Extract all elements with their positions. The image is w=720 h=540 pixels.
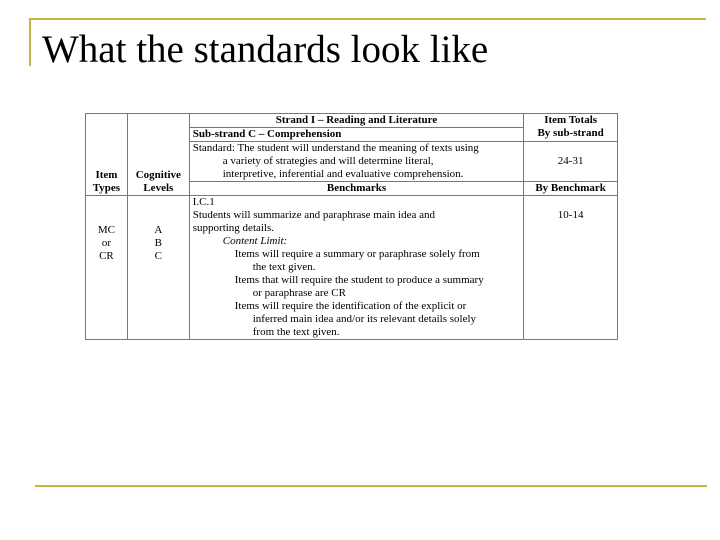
slide-frame-left-rule <box>29 18 31 66</box>
substrand-total: 24-31 <box>524 142 618 182</box>
slide-frame-top-rule <box>29 18 706 20</box>
substrand-header: Sub-strand C – Comprehension <box>189 128 524 142</box>
benchmarks-header: Benchmarks <box>189 182 524 196</box>
benchmark-code: I.C.1 <box>192 196 215 208</box>
benchmark-description: I.C.1 Students will summarize and paraphrase main idea and supporting details. Content Limit: Items will require a summary or paraphrase solely from the text given. Items that will require the student to produce a summary or paraphrase are CR Items will require the identification of the explicit or inferred main idea and/or its relevant details solely from the text given. <box>189 196 524 340</box>
content-limit-label: Content Limit: <box>222 235 288 247</box>
strand-header: Strand I – Reading and Literature <box>189 114 524 128</box>
by-benchmark-header: By Benchmark <box>524 182 618 196</box>
item-types-cell: MC or CR <box>86 196 128 340</box>
item-types-header: Item Types <box>86 114 128 196</box>
cognitive-levels-header: Cognitive Levels <box>127 114 189 196</box>
standard-text: Standard: The student will understand the meaning of texts using a variety of strategies and will determine literal, interpretive, inferential and evaluative comprehension. <box>189 142 524 182</box>
slide-title: What the standards look like <box>42 28 489 71</box>
item-totals-header: Item Totals By sub-strand <box>524 114 618 142</box>
standards-table <box>85 113 618 340</box>
slide-frame-bottom-rule <box>35 485 707 487</box>
cognitive-levels-cell: A B C <box>127 196 189 340</box>
header-row-strand <box>86 114 618 128</box>
benchmark-total: 10-14 <box>524 196 618 340</box>
benchmark-row <box>86 196 618 340</box>
